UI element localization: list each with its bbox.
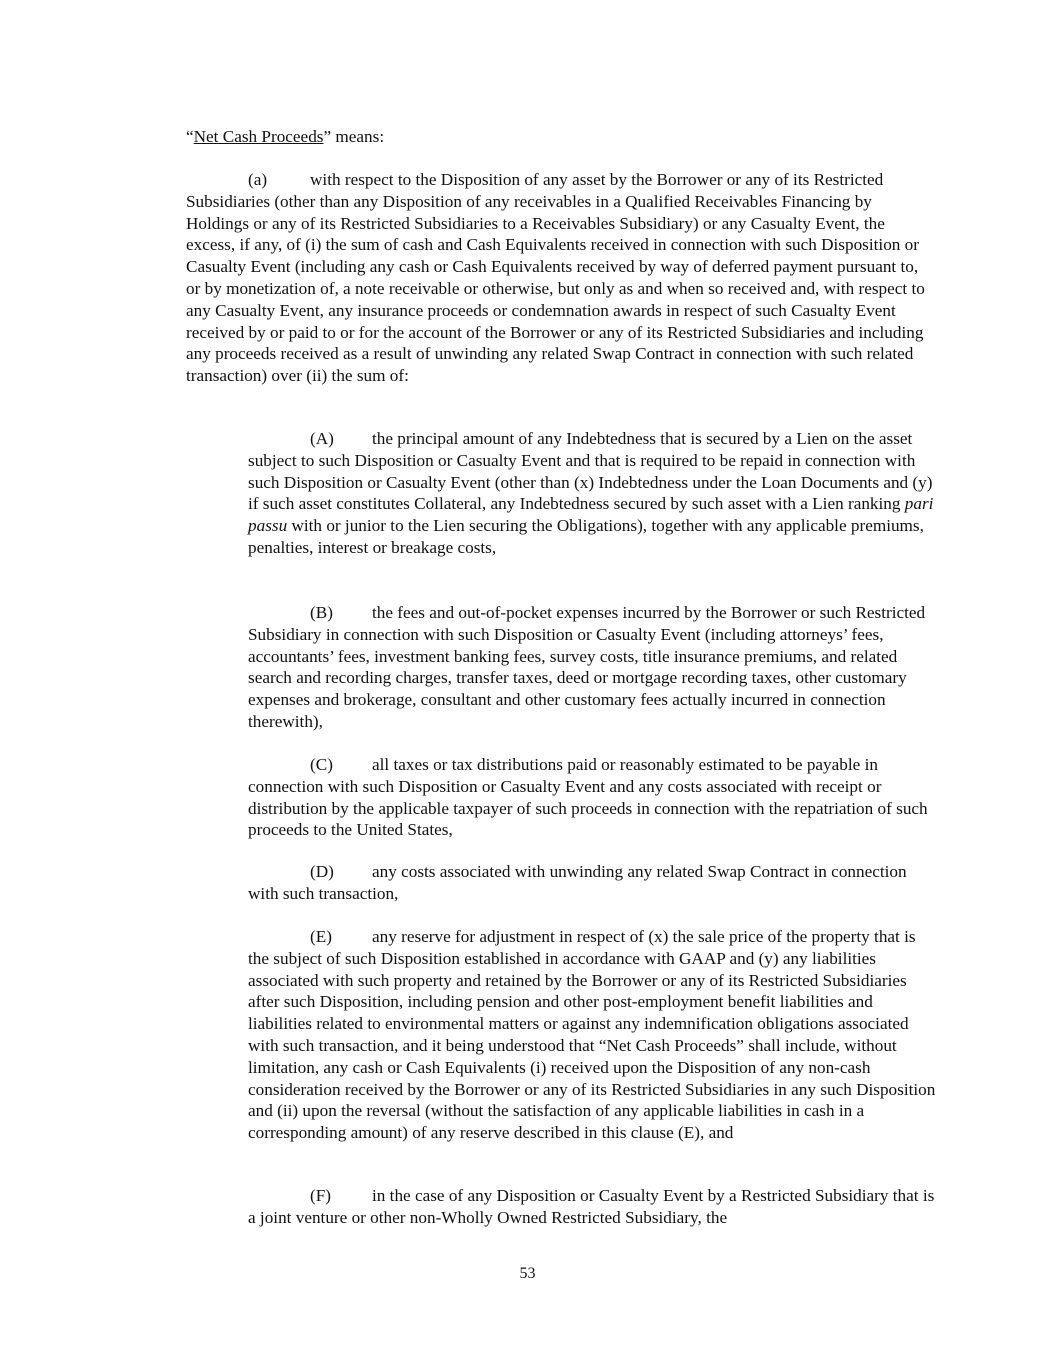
page-number: 53 xyxy=(519,1265,536,1282)
clause-E-label: (E) xyxy=(310,927,332,946)
clause-D xyxy=(248,861,938,905)
clause-a-label: (a) xyxy=(248,170,268,189)
clause-F-label: (F) xyxy=(310,1186,332,1205)
clause-C-label: (C) xyxy=(310,755,333,774)
definition-heading xyxy=(186,126,946,148)
clause-D-text: any costs associated with unwinding any related Swap Contract in connection with such transaction, xyxy=(248,862,907,903)
clause-A xyxy=(248,428,938,559)
clause-B-text: the fees and out-of-pocket expenses incurred by the Borrower or such Restricted Subsidiary in connection with such Disposition or Casualty Event (including attorneys’ fees, accountants’ fees, investment banking fees, survey costs, title insurance premiums, and related search and recording charges, transfer taxes, deed or mortgage recording taxes, other customary expenses and brokerage, consultant and other customary fees actually incurred in connection therewith), xyxy=(248,603,926,731)
clause-A-text-1: the principal amount of any Indebtedness that is secured by a Lien on the asset subject to such Disposition or Casualty Event and that is required to be repaid in connection with such Disposition or Casualty Event (other than (x) Indebtedness under the Loan Documents and (y) if such asset constitutes Collateral, any Indebtedness secured by such asset with a Lien ranking xyxy=(248,429,933,514)
clause-F xyxy=(248,1185,938,1229)
clause-a xyxy=(186,169,936,387)
clause-A-label: (A) xyxy=(310,429,334,448)
clause-E-text: any reserve for adjustment in respect of (x) the sale price of the property that is the subject of such Disposition established in accordance with GAAP and (y) any liabilities associated with such property and retained by the Borrower or any of its Restricted Subsidiaries after such Disposition, including pension and other post-employment benefit liabilities and liabilities related to environmental matters or against any indemnification obligations associated with such transaction, and it being understood that “Net Cash Proceeds” shall include, without limitation, any cash or Cash Equivalents (i) received upon the Disposition of any non-cash consideration received by the Borrower or any of its Restricted Subsidiaries in any such Disposition and (ii) upon the reversal (without the satisfaction of any applicable liabilities in cash in a corresponding amount) of any reserve described in this clause (E), and xyxy=(248,927,936,1143)
clause-B xyxy=(248,602,938,733)
heading-means: ” means: xyxy=(323,127,385,146)
clause-A-italic-term: pari passu xyxy=(248,494,934,536)
clause-C xyxy=(248,754,938,841)
clause-E xyxy=(248,926,938,1144)
clause-B-label: (B) xyxy=(310,603,333,622)
clause-a-text: with respect to the Disposition of any asset by the Borrower or any of its Restricted Subsidiaries (other than any Disposition of any receivables in a Qualified Receivables Financing by Holdings or any of its Restricted Subsidiaries to a Receivables Subsidiary) or any Casualty Event, the excess, if any, of (i) the sum of cash and Cash Equivalents received in connection with such Disposition or Casualty Event (including any cash or Cash Equivalents received by way of deferred payment pursuant to, or by monetization of, a note receivable or otherwise, but only as and when so received and, with respect to any Casualty Event, any insurance proceeds or condemnation awards in respect of such Casualty Event received by or paid to or for the account of the Borrower or any of its Restricted Subsidiaries and including any proceeds received as a result of unwinding any related Swap Contract in connection with such related transaction) over (ii) the sum of: xyxy=(186,170,925,386)
heading-open-quote: “ xyxy=(186,127,194,146)
clause-D-label: (D) xyxy=(310,862,334,881)
defined-term: Net Cash Proceeds xyxy=(193,127,324,146)
clause-A-text-2: with or junior to the Lien securing the Obligations), together with any applicable premiums, penalties, interest or breakage costs, xyxy=(248,516,924,557)
clause-F-text: in the case of any Disposition or Casualty Event by a Restricted Subsidiary that is a joint venture or other non-Wholly Owned Restricted Subsidiary, the xyxy=(248,1186,935,1227)
clause-C-text: all taxes or tax distributions paid or reasonably estimated to be payable in connection with such Disposition or Casualty Event and any costs associated with receipt or distribution by the applicable taxpayer of such proceeds in connection with the repatriation of such proceeds to the United States, xyxy=(248,755,928,840)
